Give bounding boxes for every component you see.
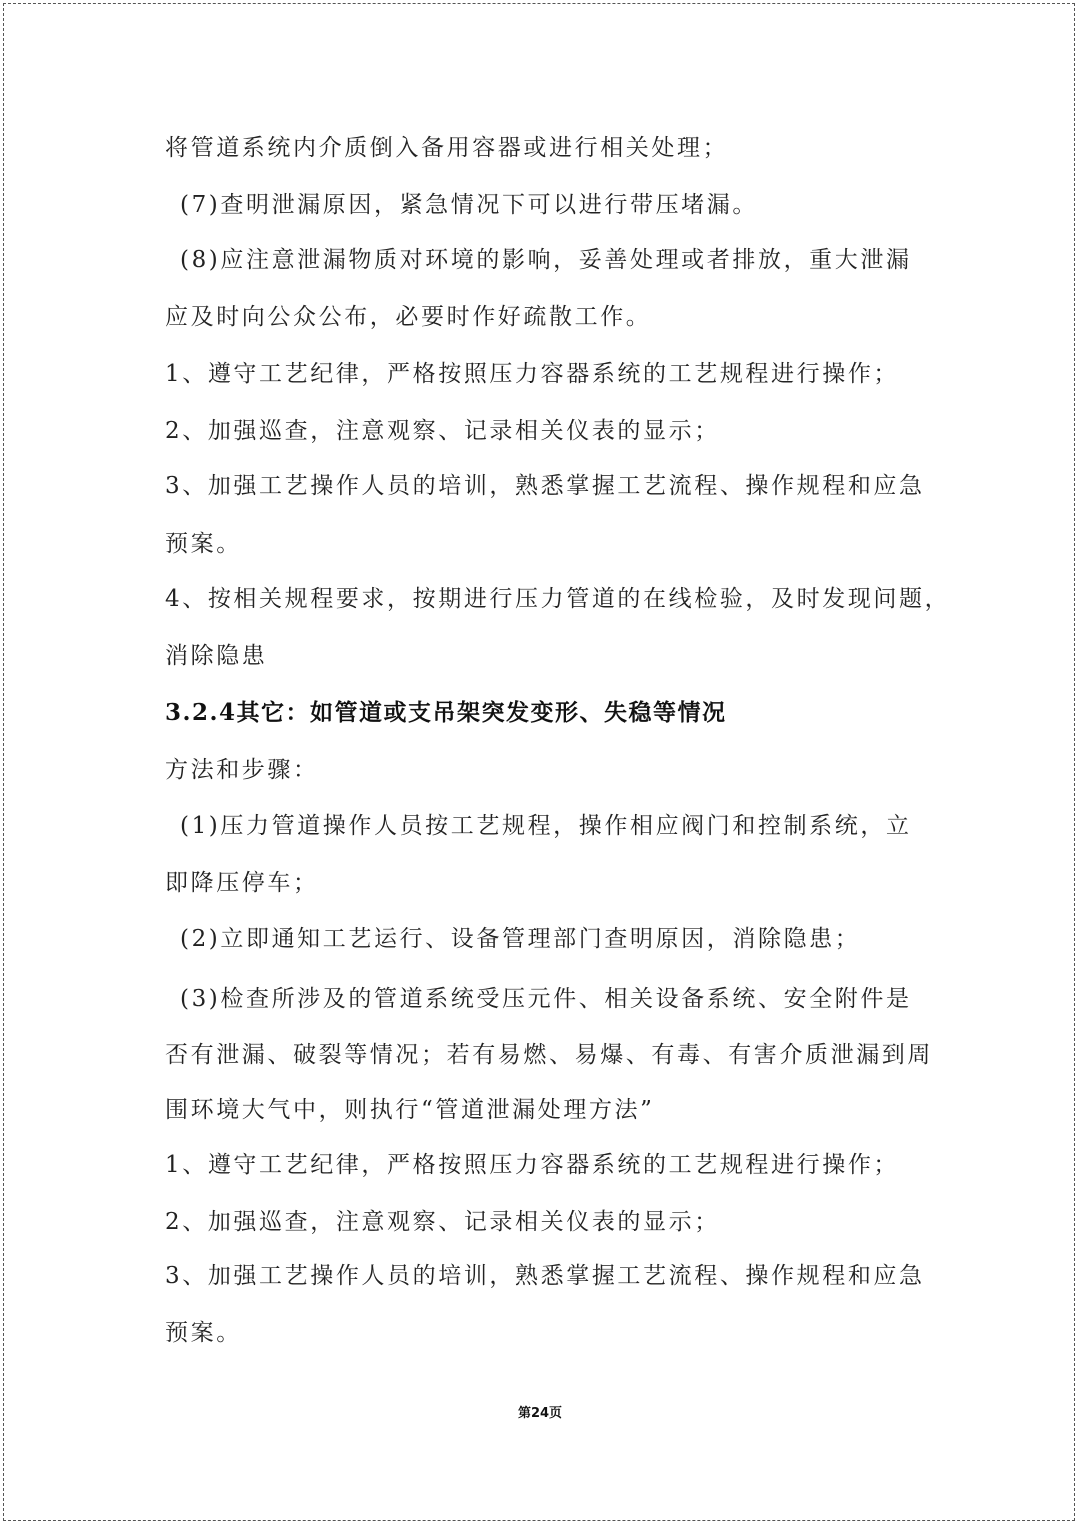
- text-line: 2、加强巡查，注意观察、记录相关仪表的显示；: [165, 418, 720, 444]
- text-line: (1)压力管道操作人员按工艺规程，操作相应阀门和控制系统，立: [180, 813, 912, 839]
- text-line: 否有泄漏、破裂等情况；若有易燃、易爆、有毒、有害介质泄漏到周: [165, 1042, 933, 1068]
- text-line: 3、加强工艺操作人员的培训，熟悉掌握工艺流程、操作规程和应急: [165, 1263, 925, 1289]
- text-line: (2)立即通知工艺运行、设备管理部门查明原因，消除隐患；: [180, 926, 861, 952]
- text-line: 将管道系统内介质倒入备用容器或进行相关处理；: [165, 135, 729, 161]
- page-number: 第24页: [517, 1406, 563, 1421]
- text-line: 预案。: [165, 1320, 242, 1346]
- text-line: 4、按相关规程要求，按期进行压力管道的在线检验，及时发现问题，: [165, 586, 951, 612]
- text-line: 围环境大气中，则执行“管道泄漏处理方法”: [165, 1097, 655, 1123]
- text-line: (7)查明泄漏原因，紧急情况下可以进行带压堵漏。: [180, 192, 758, 218]
- text-line: 消除隐患: [165, 643, 268, 669]
- text-line: 方法和步骤：: [165, 757, 319, 783]
- section-heading: 3.2.4其它：如管道或支吊架突发变形、失稳等情况: [165, 699, 727, 726]
- text-line: (3)检查所涉及的管道系统受压元件、相关设备系统、安全附件是: [180, 986, 912, 1012]
- text-line: 3、加强工艺操作人员的培训，熟悉掌握工艺流程、操作规程和应急: [165, 473, 925, 499]
- text-line: 预案。: [165, 531, 242, 557]
- text-line: 1、遵守工艺纪律，严格按照压力容器系统的工艺规程进行操作；: [165, 1152, 900, 1178]
- text-line: (8)应注意泄漏物质对环境的影响，妥善处理或者排放，重大泄漏: [180, 247, 912, 273]
- text-line: 应及时向公众公布，必要时作好疏散工作。: [165, 304, 652, 330]
- text-line: 即降压停车；: [165, 870, 319, 896]
- text-line: 2、加强巡查，注意观察、记录相关仪表的显示；: [165, 1209, 720, 1235]
- text-line: 1、遵守工艺纪律，严格按照压力容器系统的工艺规程进行操作；: [165, 361, 900, 387]
